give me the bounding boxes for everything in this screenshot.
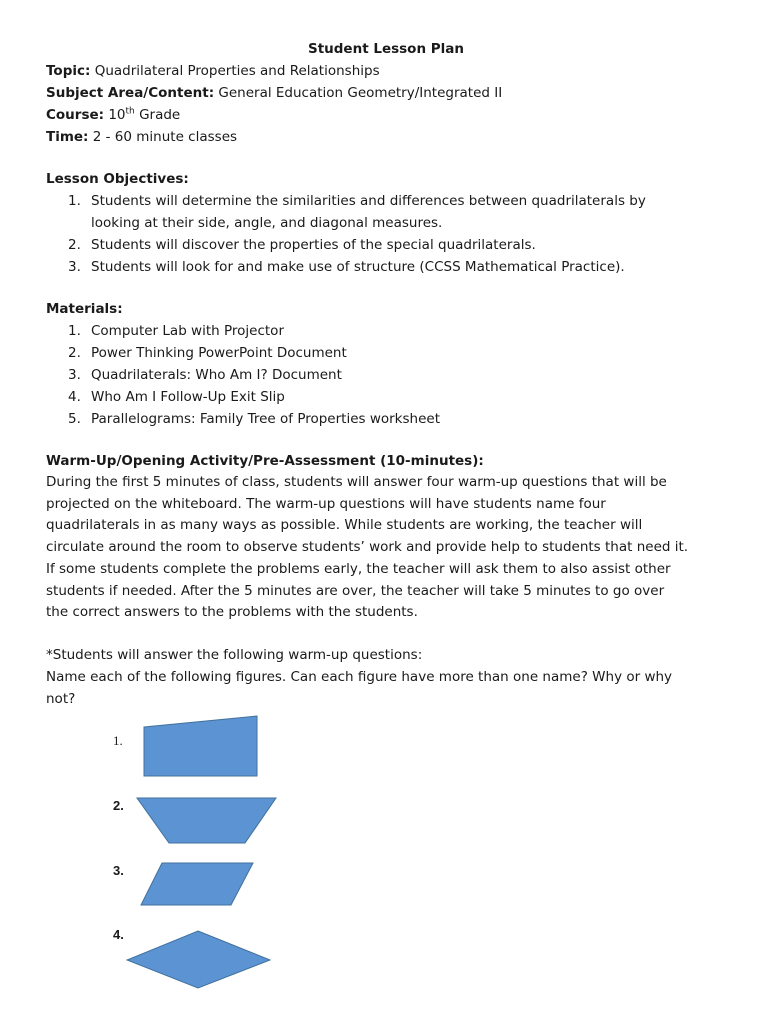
- material-number: 3.: [68, 367, 81, 383]
- rhombus-shape: [127, 931, 270, 988]
- figure-label: 2.: [113, 798, 124, 813]
- isosceles-trapezoid-shape: [137, 798, 276, 843]
- figure-isosceles-trapezoid: [136, 797, 278, 845]
- objectives-list: [46, 190, 726, 278]
- material-text: Computer Lab with Projector: [91, 323, 284, 339]
- material-item: [46, 320, 726, 342]
- objective-number: 3.: [68, 259, 81, 275]
- topic-line: [46, 60, 726, 82]
- material-text: Power Thinking PowerPoint Document: [91, 345, 347, 361]
- material-text: Quadrilaterals: Who Am I? Document: [91, 367, 342, 383]
- subject-value: General Education Geometry/Integrated II: [218, 85, 503, 101]
- objective-number: 2.: [68, 237, 81, 253]
- warmup-heading: Warm-Up/Opening Activity/Pre-Assessment (10-minutes):: [46, 453, 484, 469]
- materials-heading: Materials:: [46, 301, 123, 317]
- course-label: Course:: [46, 107, 105, 123]
- objective-text-line: Students will look for and make use of structure (CCSS Mathematical Practice).: [91, 259, 625, 275]
- page-title: Student Lesson Plan: [307, 41, 465, 57]
- questions-prompt-line: Name each of the following figures. Can each figure have more than one name? Why or why: [46, 668, 673, 685]
- material-number: 4.: [68, 389, 81, 405]
- objective-text-line: Students will discover the properties of the special quadrilaterals.: [91, 237, 536, 253]
- warmup-paragraph: [46, 472, 726, 624]
- paragraph-line: the correct answers to the problems with the students.: [46, 604, 418, 621]
- material-text: Who Am I Follow-Up Exit Slip: [91, 389, 285, 405]
- paragraph-line: If some students complete the problems early, the teacher will ask them to also assist other: [46, 560, 671, 577]
- subject-label: Subject Area/Content:: [46, 85, 215, 101]
- materials-list: [46, 320, 726, 430]
- parallelogram-shape: [141, 863, 253, 905]
- time-line: [46, 126, 726, 148]
- paragraph-line: projected on the whiteboard. The warm-up questions will have students name four: [46, 495, 606, 512]
- lesson-plan-page: [46, 38, 726, 710]
- trapezoid-shape: [144, 716, 257, 776]
- material-item: [46, 386, 726, 408]
- time-label: Time:: [46, 129, 89, 145]
- figure-trapezoid-right: [143, 715, 259, 777]
- subject-line: [46, 82, 726, 104]
- figure-parallelogram: [140, 862, 255, 907]
- objective-number: 1.: [68, 193, 81, 209]
- paragraph-line: students if needed. After the 5 minutes are over, the teacher will take 5 minutes to go over: [46, 582, 665, 599]
- course-grade: Grade: [139, 107, 181, 123]
- material-text: Parallelograms: Family Tree of Properties worksheet: [91, 411, 440, 427]
- objective-item: [46, 190, 726, 234]
- course-number: 10: [108, 107, 126, 123]
- material-item: [46, 408, 726, 430]
- objective-item: [46, 256, 726, 278]
- questions-prompt-line: not?: [46, 690, 76, 707]
- time-value: 2 - 60 minute classes: [92, 129, 238, 145]
- material-item: [46, 342, 726, 364]
- figure-label: 4.: [113, 927, 124, 942]
- material-number: 5.: [68, 411, 81, 427]
- objective-item: [46, 234, 726, 256]
- material-item: [46, 364, 726, 386]
- questions-intro: *Students will answer the following warm-up questions:: [46, 646, 423, 663]
- topic-value: Quadrilateral Properties and Relationships: [94, 63, 380, 79]
- objective-text-line: Students will determine the similarities and differences between quadrilaterals by: [91, 193, 646, 209]
- material-number: 1.: [68, 323, 81, 339]
- objectives-heading: Lesson Objectives:: [46, 171, 189, 187]
- paragraph-line: quadrilaterals in as many ways as possible. While students are working, the teacher will: [46, 517, 643, 534]
- course-suffix: th: [125, 106, 135, 117]
- material-number: 2.: [68, 345, 81, 361]
- paragraph-line: circulate around the room to observe students’ work and provide help to students that need it.: [46, 539, 689, 556]
- topic-label: Topic:: [46, 63, 91, 79]
- figure-rhombus: [126, 930, 272, 990]
- course-line: [46, 104, 726, 126]
- figure-label: 1.: [113, 733, 123, 748]
- figure-label: 3.: [113, 863, 124, 878]
- objective-text-line: looking at their side, angle, and diagonal measures.: [91, 215, 443, 231]
- paragraph-line: During the first 5 minutes of class, students will answer four warm-up questions that will be: [46, 474, 667, 490]
